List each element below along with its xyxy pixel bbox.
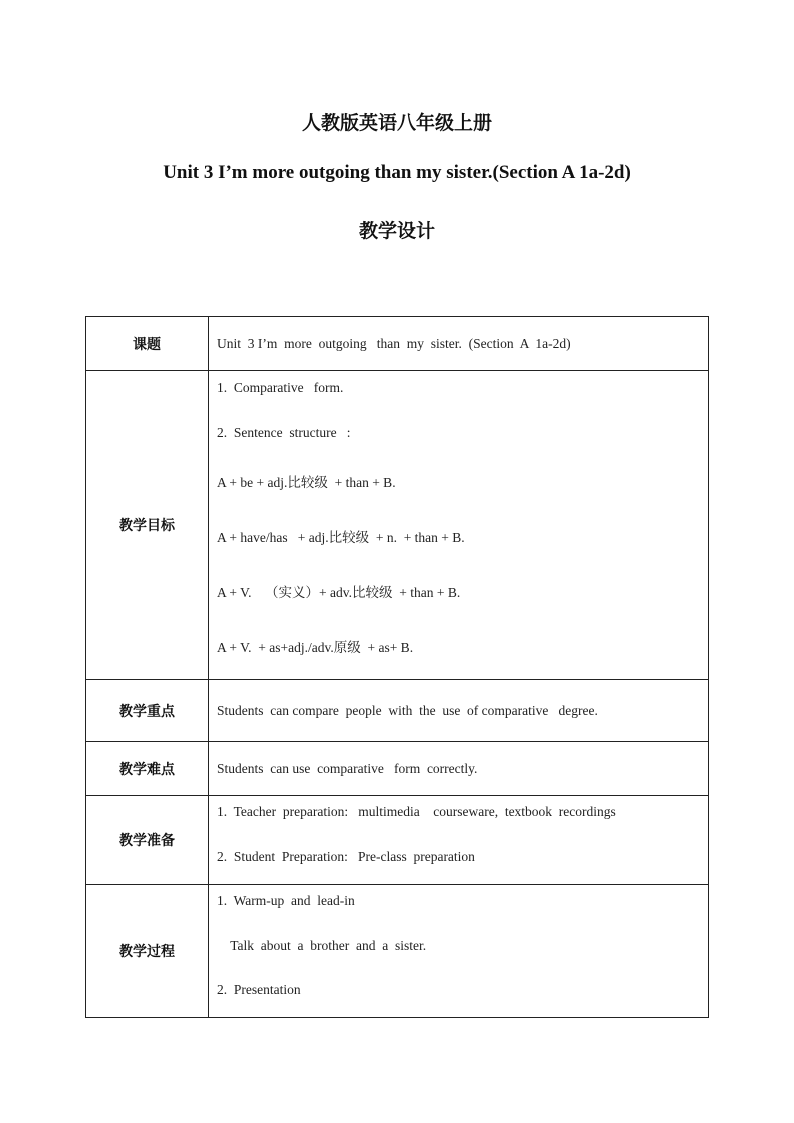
unit-title: Unit 3 I’m more outgoing than my sister.(Section A 1a-2d) [163, 162, 631, 183]
process-line: 1. Warm-up and lead-in [217, 893, 355, 908]
key-points-text: Students can compare people with the use of comparative degree. [217, 702, 598, 718]
design-subtitle: 教学设计 [358, 220, 435, 242]
row-content-preparation [209, 796, 709, 885]
row-content-objectives [209, 371, 709, 680]
preparation-line: 2. Student Preparation: Pre-class preparation [217, 849, 475, 864]
objective-line: A + V. + as+adj./adv.原级 + as+ B. [217, 640, 414, 655]
row-content-key-points [209, 680, 709, 742]
topic-text: Unit 3 I’m more outgoing than my sister. (Section A 1a-2d) [217, 335, 571, 351]
process-line: 2. Presentation [217, 982, 301, 997]
objective-line: A + be + adj.比较级 + than + B. [217, 475, 396, 490]
objective-line: A + have/has + adj.比较级 + n. + than + B. [217, 530, 465, 545]
document-title: 人教版英语八年级上册 [301, 112, 492, 134]
table-row-objectives [86, 371, 709, 680]
row-content-topic [209, 317, 709, 371]
objective-line: 1. Comparative form. [217, 380, 344, 395]
table-row-topic [86, 317, 709, 371]
row-label-difficulties: 教学难点 [86, 742, 209, 796]
row-label-key-points: 教学重点 [86, 680, 209, 742]
row-label-process: 教学过程 [86, 885, 209, 1018]
row-content-process [209, 885, 709, 1018]
objective-line: A + V. （实义）+ adv.比较级 + than + B. [217, 585, 461, 600]
table-row-difficulties [86, 742, 709, 796]
table-row-key-points [86, 680, 709, 742]
table-row-process [86, 885, 709, 1018]
lesson-plan-table [85, 316, 709, 1018]
table-row-preparation [86, 796, 709, 885]
row-label-preparation: 教学准备 [86, 796, 209, 885]
preparation-line: 1. Teacher preparation: multimedia courseware, textbook recordings [217, 804, 616, 819]
process-line: Talk about a brother and a sister. [217, 938, 427, 953]
objective-line: 2. Sentence structure : [217, 425, 351, 440]
difficulties-text: Students can use comparative form correctly. [217, 760, 478, 776]
row-label-objectives: 教学目标 [86, 371, 209, 680]
row-content-difficulties [209, 742, 709, 796]
row-label-topic: 课题 [86, 317, 209, 371]
